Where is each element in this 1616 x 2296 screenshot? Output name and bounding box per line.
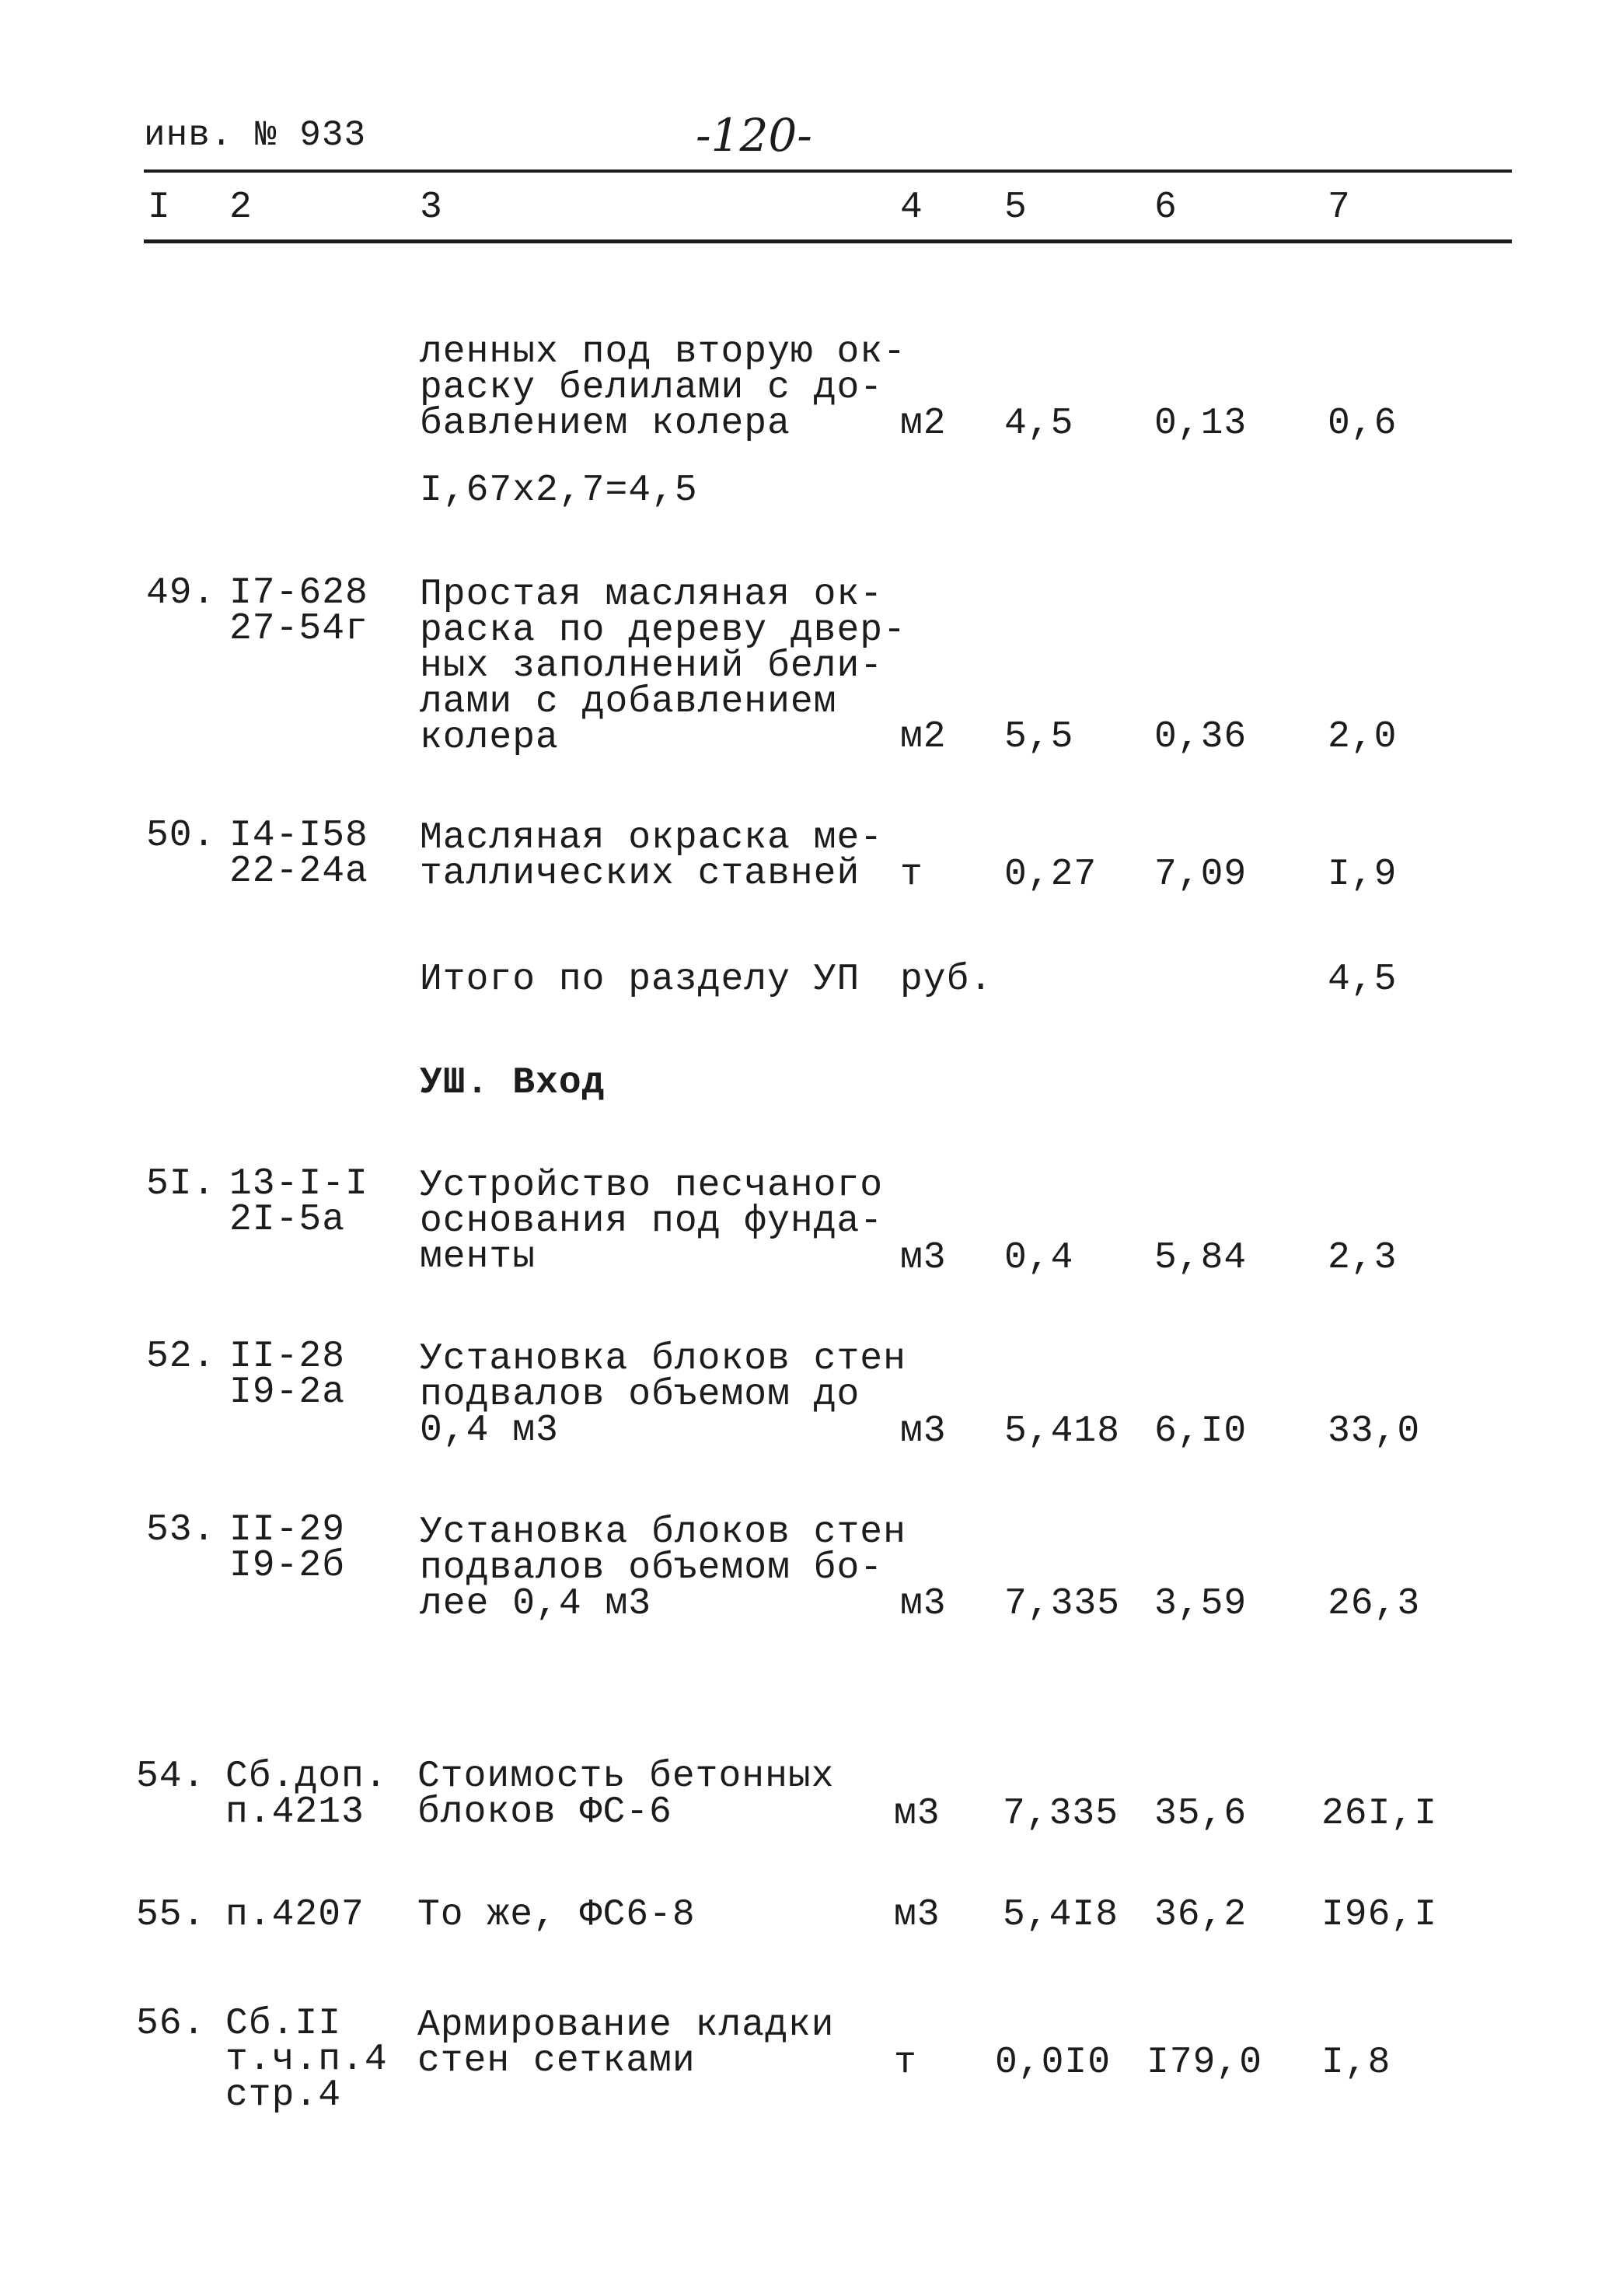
row-description: То же, ФС6-8 bbox=[417, 1894, 696, 1936]
row-quantity: 5,4I8 bbox=[1003, 1894, 1119, 1936]
column-header-7: 7 bbox=[1328, 187, 1350, 229]
row-unit-price: 0,36 bbox=[1154, 716, 1248, 758]
row-unit: м3 bbox=[894, 1894, 941, 1936]
row-description: Масляная окраска ме- таллических ставней bbox=[420, 817, 884, 895]
row-quantity: 0,27 bbox=[1004, 854, 1098, 896]
row-unit: м3 bbox=[900, 1410, 947, 1452]
row-norm-code: II-28 I9-2a bbox=[229, 1336, 346, 1414]
section-total-unit: руб. bbox=[900, 959, 993, 1001]
row-unit-price: 7,09 bbox=[1154, 854, 1248, 896]
row-formula: I,67x2,7=4,5 bbox=[420, 470, 698, 512]
row-quantity: 7,335 bbox=[1004, 1583, 1121, 1625]
row-total: 2,3 bbox=[1328, 1237, 1398, 1279]
row-unit: м3 bbox=[900, 1583, 947, 1625]
row-unit: м3 bbox=[894, 1793, 941, 1835]
row-total: 26I,I bbox=[1321, 1793, 1438, 1835]
row-quantity: 0,0I0 bbox=[995, 2042, 1112, 2084]
row-number: 56. bbox=[136, 2003, 206, 2045]
section-heading: УШ. Вход bbox=[420, 1062, 606, 1104]
row-total: 33,0 bbox=[1328, 1410, 1421, 1452]
row-norm-code: Сб.II т.ч.п.4 стр.4 bbox=[225, 2003, 388, 2116]
row-description: Установка блоков стен подвалов объемом бо- лее 0,4 м3 bbox=[420, 1511, 906, 1625]
row-norm-code: Сб.доп. п.4213 bbox=[225, 1756, 388, 1833]
column-header-2: 2 bbox=[229, 187, 252, 229]
row-unit-price: 5,84 bbox=[1154, 1237, 1248, 1279]
row-norm-code: 13-I-I 2I-5a bbox=[229, 1163, 368, 1241]
column-header-5: 5 bbox=[1004, 187, 1027, 229]
row-unit: т bbox=[894, 2042, 917, 2084]
row-norm-code: I4-I58 22-24a bbox=[229, 815, 368, 893]
row-norm-code: п.4207 bbox=[225, 1894, 365, 1936]
row-unit-price: I79,0 bbox=[1147, 2042, 1263, 2084]
row-unit: т bbox=[900, 854, 923, 896]
column-header-6: 6 bbox=[1154, 187, 1177, 229]
row-unit-price: 6,I0 bbox=[1154, 1410, 1248, 1452]
inventory-number: инв. № 933 bbox=[144, 115, 367, 156]
header-top-rule bbox=[144, 169, 1512, 173]
row-total: 2,0 bbox=[1328, 716, 1398, 758]
row-unit-price: 35,6 bbox=[1154, 1793, 1248, 1835]
row-unit: м2 bbox=[900, 403, 947, 445]
column-header-4: 4 bbox=[900, 187, 923, 229]
row-quantity: 7,335 bbox=[1003, 1793, 1119, 1835]
row-number: 50. bbox=[146, 815, 216, 857]
row-description: Установка блоков стен подвалов объемом до 0,4 м3 bbox=[420, 1338, 906, 1452]
section-total-value: 4,5 bbox=[1328, 959, 1398, 1001]
row-total: I,8 bbox=[1321, 2042, 1391, 2084]
row-number: 5I. bbox=[146, 1163, 216, 1205]
page-number: -120- bbox=[696, 109, 812, 162]
row-number: 54. bbox=[136, 1756, 206, 1798]
row-description: ленных под вторую ок- раску белилами с до- бавлением колера bbox=[420, 331, 906, 445]
row-description: Стоимость бетонных блоков ФС-6 bbox=[417, 1756, 835, 1833]
row-quantity: 0,4 bbox=[1004, 1237, 1074, 1279]
row-description: Армирование кладки стен сетками bbox=[417, 2004, 835, 2082]
row-unit-price: 36,2 bbox=[1154, 1894, 1248, 1936]
row-unit: м3 bbox=[900, 1237, 947, 1279]
row-norm-code: II-29 I9-2б bbox=[229, 1509, 346, 1587]
row-quantity: 5,5 bbox=[1004, 716, 1074, 758]
row-total: 26,3 bbox=[1328, 1583, 1421, 1625]
column-header-1: I bbox=[148, 187, 170, 229]
row-unit-price: 0,13 bbox=[1154, 403, 1248, 445]
row-number: 49. bbox=[146, 572, 216, 614]
section-total-label: Итого по разделу УП bbox=[420, 959, 860, 1001]
row-unit: м2 bbox=[900, 716, 947, 758]
row-description: Простая масляная ок- раска по дереву двер- ных заполнений бели- лами с добавлением колера bbox=[420, 574, 906, 759]
row-total: I96,I bbox=[1321, 1894, 1438, 1936]
row-total: I,9 bbox=[1328, 854, 1398, 896]
row-quantity: 4,5 bbox=[1004, 403, 1074, 445]
row-unit-price: 3,59 bbox=[1154, 1583, 1248, 1625]
row-number: 55. bbox=[136, 1894, 206, 1936]
row-number: 52. bbox=[146, 1336, 216, 1378]
row-total: 0,6 bbox=[1328, 403, 1398, 445]
row-quantity: 5,418 bbox=[1004, 1410, 1121, 1452]
row-norm-code: I7-628 27-54г bbox=[229, 572, 368, 650]
row-number: 53. bbox=[146, 1509, 216, 1551]
row-description: Устройство песчаного основания под фунда- менты bbox=[420, 1165, 884, 1278]
column-header-3: 3 bbox=[420, 187, 442, 229]
header-bottom-rule bbox=[144, 239, 1512, 243]
